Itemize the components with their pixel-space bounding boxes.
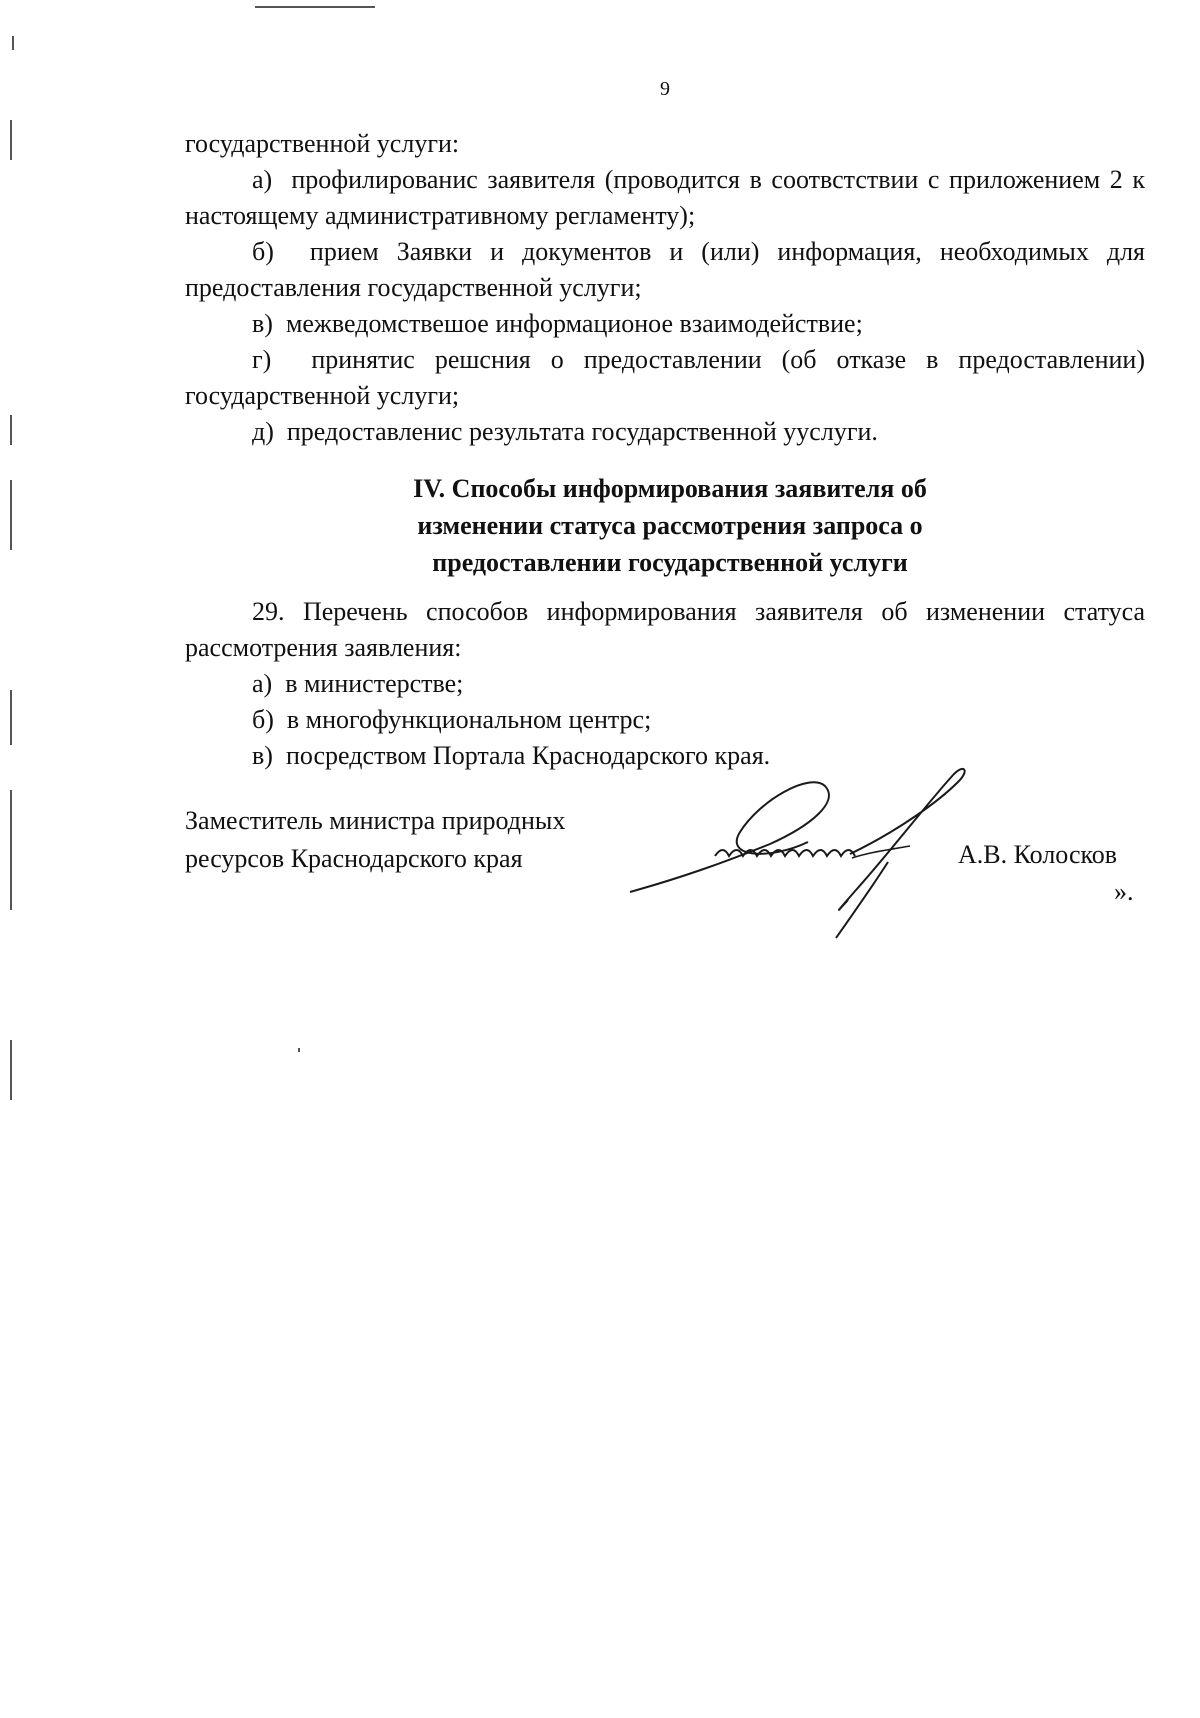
scan-artifact-left-mark — [10, 1040, 12, 1100]
method-item-b: б) в многофункциональном центрс; — [252, 705, 652, 734]
paragraph-29: 29. Перечень способов информирования заявителя об изменении статуса рассмотрения заявления: — [185, 597, 1145, 662]
signer-name: А.В. Колосков — [958, 840, 1118, 869]
section-heading-line: IV. Способы информирования заявителя об — [413, 474, 927, 503]
procedures-block — [185, 126, 1145, 450]
procedure-item-b: б) прием Заявки и документов и (или) информация, необходимых для предоставления государственной услуги; — [185, 237, 1145, 302]
procedure-item-a: а) профилированис заявителя (проводится в соотвстствии с приложением 2 к настоящему административному регламенту); — [185, 165, 1145, 230]
signer-title-line: ресурсов Краснодарского края — [185, 844, 523, 873]
closing-quote: ». — [1114, 877, 1134, 906]
scan-artifact-top-line — [255, 6, 375, 8]
section-heading-line: предоставлении государственной услуги — [432, 548, 908, 577]
scan-artifact-left-mark — [10, 480, 12, 550]
intro-continuation: государственной услуги: — [185, 129, 460, 158]
scan-artifact-left-mark — [10, 120, 12, 160]
page-number: 9 — [660, 78, 670, 100]
methods-block — [185, 594, 1145, 774]
signer-title-line: Заместитель министра природных — [185, 806, 566, 835]
signer-title — [185, 802, 565, 878]
section-heading-line: изменении статуса рассмотрения запроса о — [417, 511, 923, 540]
scan-artifact-left-mark — [10, 415, 12, 445]
method-item-v: в) посредством Портала Краснодарского края. — [252, 741, 771, 770]
procedure-item-g: г) принятис решсния о предоставлении (об отказе в предоставлении) государственной услуги; — [185, 345, 1146, 410]
scan-artifact-left-mark — [10, 690, 12, 745]
scan-artifact-left-mark — [10, 790, 12, 910]
procedure-item-v: в) межведомствешое информационое взаимодействие; — [252, 309, 863, 338]
procedure-item-d: д) предоставленис результата государственной ууслуги. — [252, 417, 878, 446]
method-item-a: а) в министерстве; — [252, 669, 464, 698]
section-heading — [330, 470, 1010, 581]
scan-artifact-left-mark — [12, 36, 14, 50]
scan-artifact-dot — [298, 1048, 300, 1052]
